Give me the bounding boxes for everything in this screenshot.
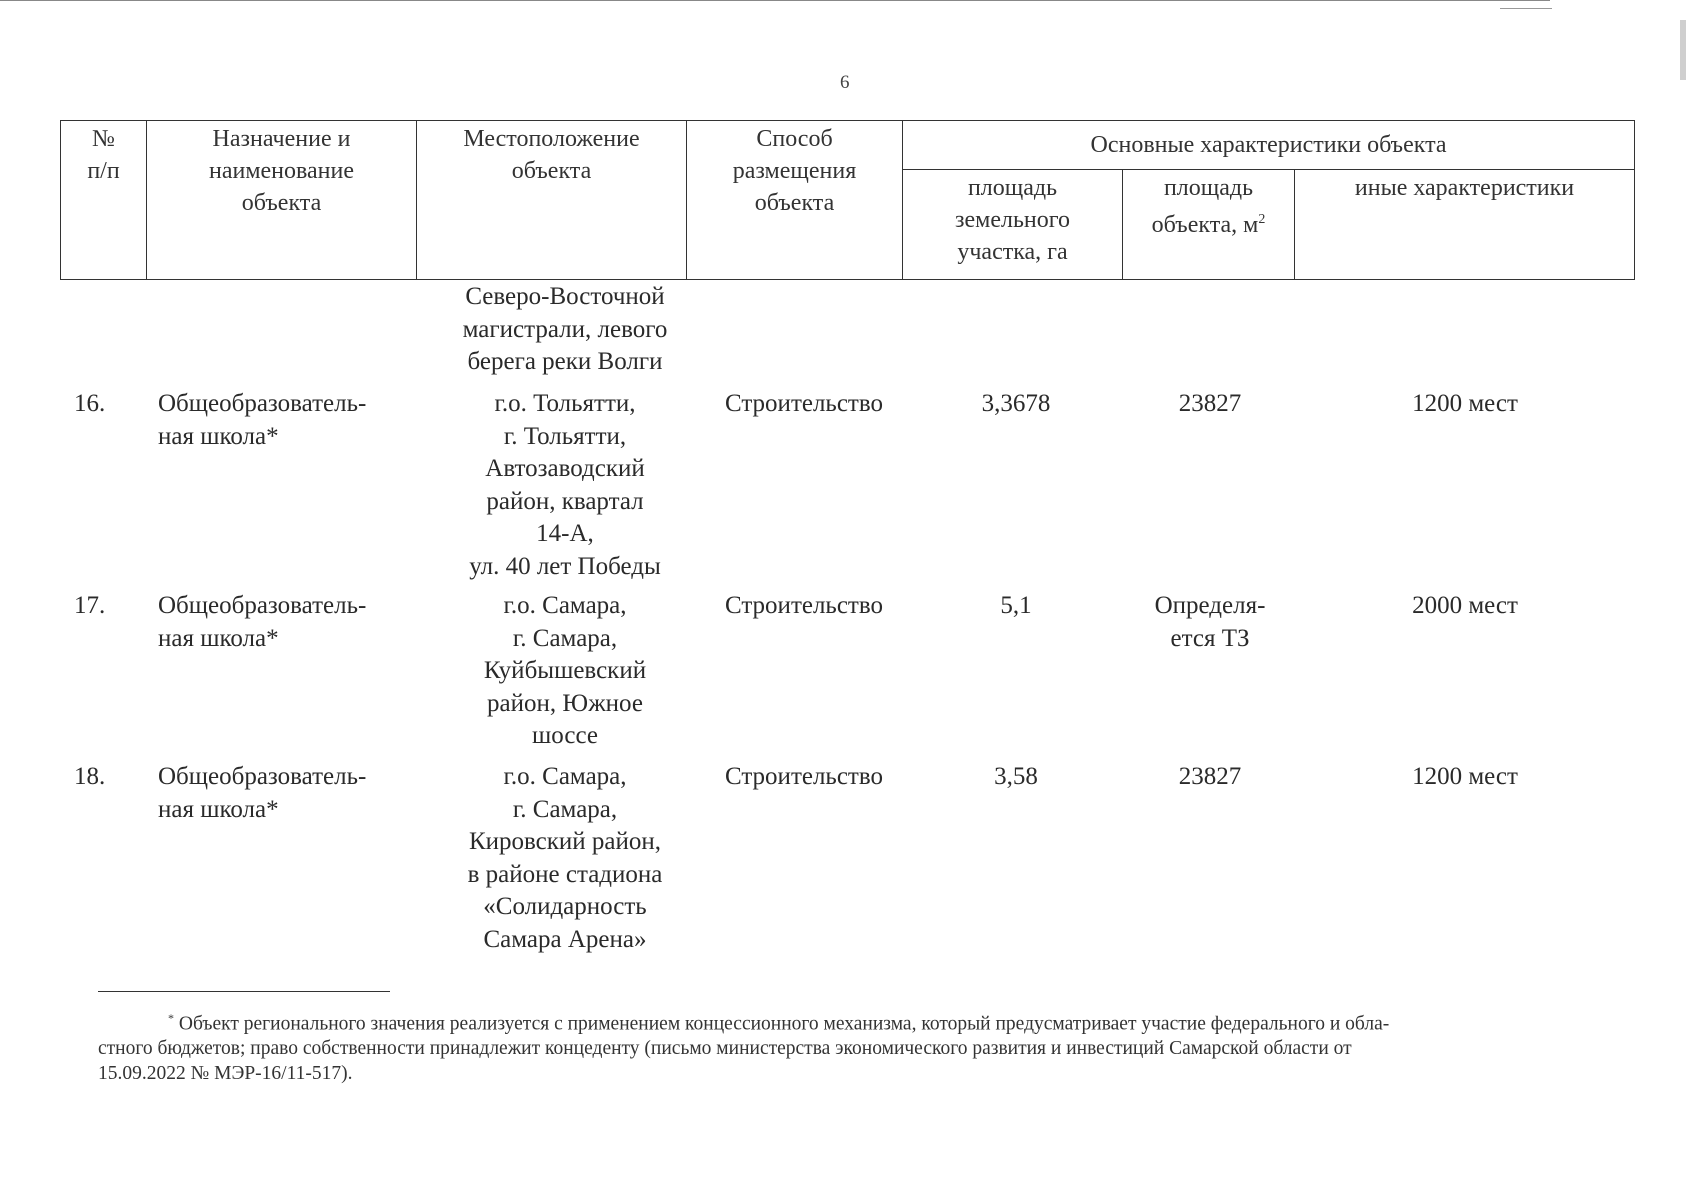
header-location: Местоположение объекта [417,121,687,280]
footnote-line: 15.09.2022 № МЭР-16/11-517). [98,1062,353,1084]
location-cell: Северо-Восточной магистрали, левого берега реки Волги [462,283,668,375]
land-area: 3,58 [994,763,1038,790]
object-name: Общеобразователь- ная школа* [158,390,367,450]
scan-edge-line [1500,8,1552,9]
location-cell: г.о. Тольятти, г. Тольятти, Автозаводский район, квартал 14-А, ул. 40 лет Победы [469,390,661,580]
page-number: 6 [840,72,850,93]
row-number: 18. [74,763,106,790]
footnote-marker: * [168,1011,174,1025]
other-characteristics: 1200 мест [1412,763,1518,790]
other-characteristics: 2000 мест [1412,592,1518,619]
header-method: Способ размещения объекта [687,121,903,280]
placement-method: Строительство [724,592,883,619]
row-number: 17. [74,592,106,619]
footnote-line: Объект регионального значения реализуется с применением концессионного механизма, который предусматривает участие федерального и обла- [178,1013,1390,1035]
header-main-characteristics: Основные характеристики объекта [903,121,1635,170]
header-land-area: площадь земельного участка, га [903,170,1123,280]
object-area: 23827 [1178,763,1242,790]
header-num: № п/п [61,121,147,280]
object-name: Общеобразователь- ная школа* [158,763,367,823]
scan-edge-line [0,0,1550,1]
footnote-rule [98,991,390,992]
footnote [98,1006,1588,1086]
table-header [60,120,1635,280]
placement-method: Строительство [724,390,883,417]
row-number: 16. [74,390,106,417]
header-name: Назначение и наименование объекта [147,121,417,280]
land-area: 5,1 [1000,592,1032,619]
land-area: 3,3678 [981,390,1051,417]
object-area: Определя- ется ТЗ [1154,592,1266,652]
header-other: иные характеристики [1295,170,1635,280]
location-cell: г.о. Самара, г. Самара, Куйбышевский район, Южное шоссе [483,592,647,749]
other-characteristics: 1200 мест [1412,390,1518,417]
object-area: 23827 [1178,390,1242,417]
scan-edge-mark [1680,20,1686,80]
footnote-line: стного бюджетов; право собственности принадлежит концеденту (письмо министерства экономического развития и инвестиций Самарской области от [98,1038,1352,1059]
header-object-area: площадь объекта, $м^2$ [1123,170,1295,280]
object-name: Общеобразователь- ная школа* [158,592,367,652]
location-cell: г.о. Самара, г. Самара, Кировский район, в районе стадиона «Солидарность Самара Арена» [467,763,663,953]
placement-method: Строительство [724,763,883,790]
